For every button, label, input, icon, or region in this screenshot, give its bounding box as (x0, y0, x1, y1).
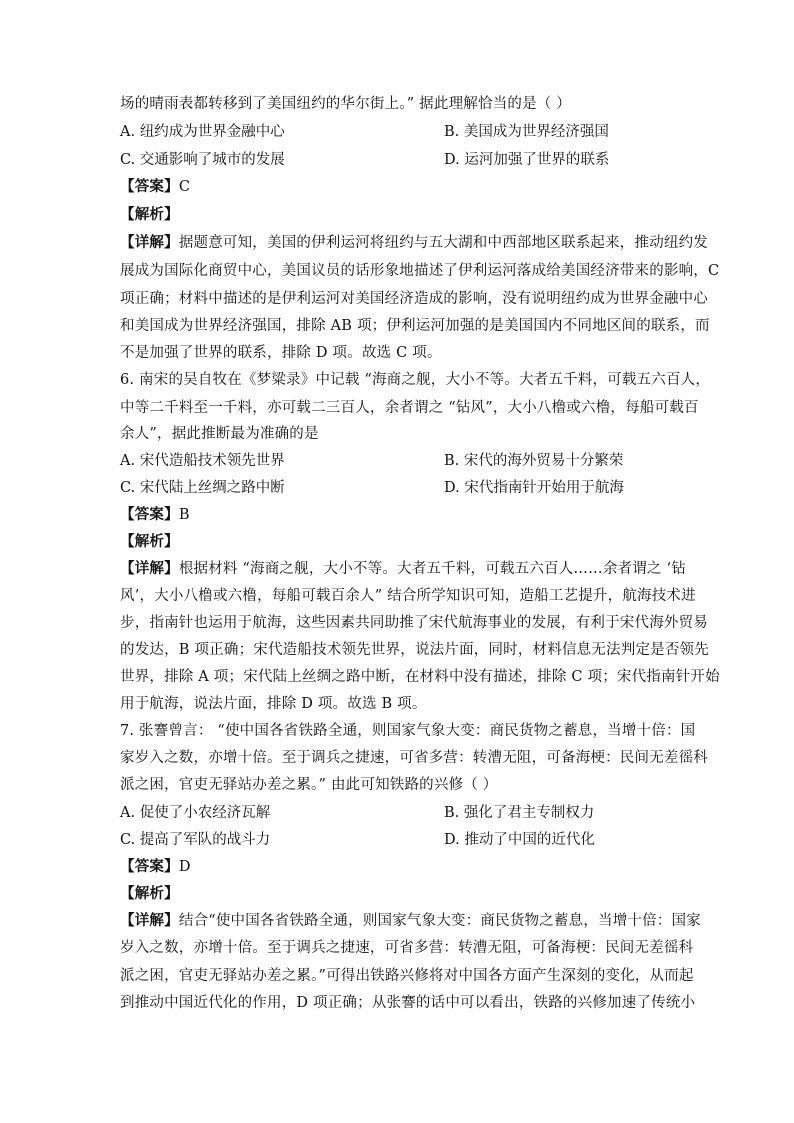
q5-detail-line: 项正确；材料中描述的是伊利运河对美国经济造成的影响，没有说明纽约成为世界金融中心 (120, 291, 708, 307)
q5-option-c: C. 交通影响了城市的发展 (120, 152, 285, 168)
q7-detail-line: 岁入之数，亦增十倍。至于调兵之捷速，可省多营：转漕无阻，可备海梗：民间无差徭科 (120, 940, 694, 956)
q6-option-c: C. 宋代陆上丝绸之路中断 (120, 480, 285, 496)
q7-option-c: C. 提高了军队的战斗力 (120, 832, 271, 848)
answer-label: 【答案】 (120, 858, 179, 875)
q6-option-a: A. 宋代造船技术领先世界 (120, 453, 285, 469)
detail-label: 【详解】 (120, 560, 179, 577)
q5-detail-line: 展成为国际化商贸中心，美国议员的话形象地描述了伊利运河落成给美国经济带来的影响，C (120, 263, 720, 279)
q6-detail-line: 【详解】根据材料 “海商之舰，大小不等。大者五千料，可载五六百人……余者谓之 ‘钻 (120, 560, 686, 577)
q5-option-d: D. 运河加强了世界的联系 (444, 152, 610, 168)
q5-option-a: A. 纽约成为世界金融中心 (120, 124, 285, 140)
q6-detail-line: 世界，排除 A 项；宋代陆上丝绸之路中断，在材料中没有描述，排除 C 项；宋代指南针开始 (120, 669, 720, 685)
q5-analysis-label: 【解析】 (120, 206, 179, 223)
detail-label: 【详解】 (120, 912, 179, 929)
q6-detail-line: 风’，大小八橹或六橹，每船可载百余人” 结合所学知识可知，造船工艺提升，航海技术进 (120, 588, 696, 604)
answer-value: B (178, 507, 190, 523)
q7-stem-line: 派之困，官吏无驿站办差之累。” 由此可知铁路的兴修（ ） (120, 777, 498, 793)
q6-detail-line: 的发达，B 项正确；宋代造船技术领先世界，说法片面，同时，材料信息无法判定是否领先 (120, 642, 709, 658)
q6-detail-line: 用于航海，说法片面，排除 D 项。故选 B 项。 (120, 696, 427, 712)
q5-detail-line: 和美国成为世界经济强国，排除 AB 项；伊利运河加强的是美国国内不同地区间的联系，而 (120, 318, 710, 334)
q6-stem-line: 中等二千料至一千料，亦可载二三百人，余者谓之 “钻风”，大小八橹或六橹，每船可载百 (120, 400, 699, 416)
q7-option-a: A. 促使了小农经济瓦解 (120, 805, 271, 821)
q6-option-b: B. 宋代的海外贸易十分繁荣 (444, 453, 624, 469)
q7-option-b: B. 强化了君主专制权力 (444, 805, 595, 821)
q7-detail-line: 派之困，官吏无驿站办差之累。”可得出铁路兴修将对中国各方面产生深刻的变化，从而起 (120, 968, 694, 984)
q5-detail-line: 不是加强了世界的联系，排除 D 项。故选 C 项。 (120, 345, 442, 361)
q7-stem-line: 7. 张謇曾言： “使中国各省铁路全通，则国家气象大变：商民货物之蓄息，当增十倍：国 (120, 723, 696, 739)
q6-stem-line: 6. 南宋的吴自牧在《梦粱录》中记载 “海商之舰，大小不等。大者五千料，可载五六百人， (120, 372, 711, 388)
q6-option-d: D. 宋代指南针开始用于航海 (444, 480, 624, 496)
q7-analysis-label: 【解析】 (120, 885, 179, 902)
answer-label: 【答案】 (120, 178, 179, 195)
answer-value: C (178, 179, 191, 195)
answer-label: 【答案】 (120, 506, 179, 523)
q5-answer (120, 177, 190, 197)
q6-stem-line: 余人”，据此推断最为准确的是 (120, 426, 319, 442)
q7-detail-line: 到推动中国近代化的作用，D 项正确；从张謇的话中可以看出，铁路的兴修加速了传统小 (120, 995, 696, 1011)
answer-value: D (178, 859, 191, 875)
q7-option-d: D. 推动了中国的近代化 (444, 832, 595, 848)
q6-analysis-label: 【解析】 (120, 533, 179, 550)
q7-detail-line: 【详解】结合“使中国各省铁路全通，则国家气象大变：商民货物之蓄息，当增十倍：国家 (120, 912, 701, 929)
q6-detail-line: 步，指南针也运用于航海，这些因素共同助推了宋代航海事业的发展，有利于宋代海外贸易 (120, 615, 708, 631)
q7-answer (120, 857, 191, 877)
q5-detail-line: 【详解】据题意可知，美国的伊利运河将纽约与五大湖和中西部地区联系起来，推动纽约发 (120, 234, 709, 251)
intro-line: 场的晴雨表都转移到了美国纽约的华尔街上。” 据此理解恰当的是（ ） (120, 96, 571, 112)
q6-answer (120, 505, 190, 525)
q5-option-b: B. 美国成为世界经济强国 (444, 124, 609, 140)
detail-label: 【详解】 (120, 234, 179, 251)
q7-stem-line: 家岁入之数，亦增十倍。至于调兵之捷速，可省多营：转漕无阻，可备海梗：民间无差徭科 (120, 750, 708, 766)
